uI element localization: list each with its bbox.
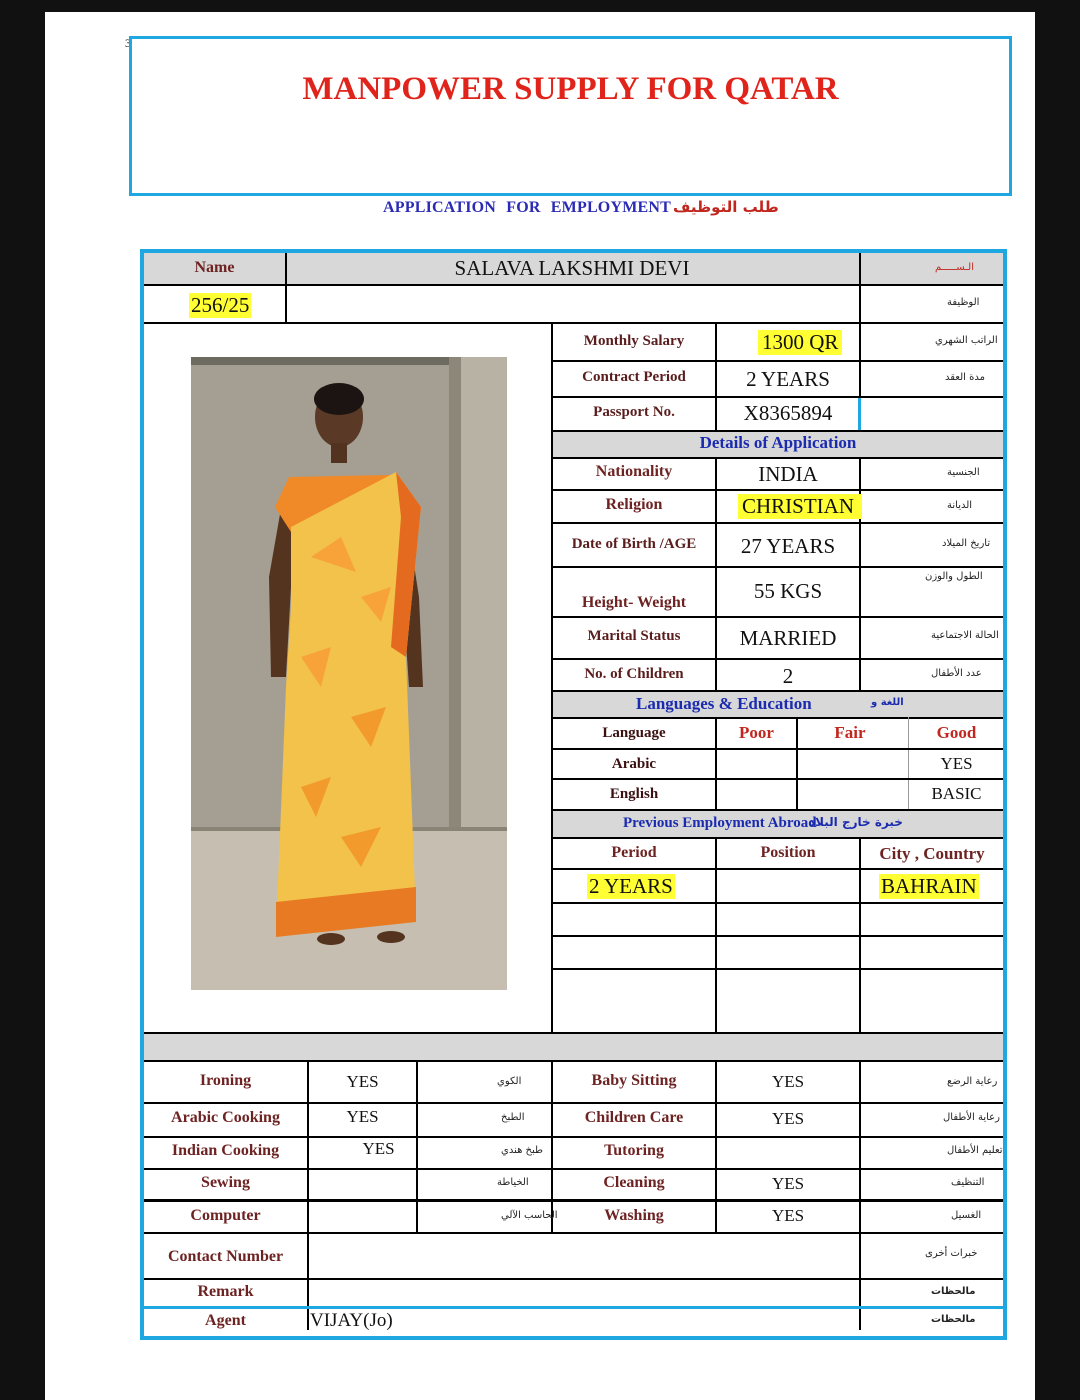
passport-value: X8365894 — [743, 401, 833, 425]
marital-arabic: الحالة الاجتماعية — [931, 630, 999, 641]
skill-tutoring-arabic: تعليم الأطفال — [947, 1145, 1003, 1156]
skill-ironing-label: Ironing — [199, 1072, 252, 1089]
children-arabic: عدد الأطفال — [931, 668, 982, 679]
monthly-salary-value: 1300 QR — [758, 330, 842, 355]
skill-washing-arabic: الغسيل — [951, 1210, 982, 1221]
contract-period-arabic: مدة العقد — [945, 372, 985, 383]
dob-value: 27 YEARS — [740, 534, 836, 558]
application-form-page — [45, 12, 1035, 1400]
arabic-good-value: YES — [940, 754, 973, 773]
corner-mark: 3 — [125, 36, 131, 50]
previous-employment-arabic: خبرة خارج البلاد — [809, 815, 903, 829]
skill-washing-value: YES — [771, 1206, 805, 1225]
dob-label: Date of Birth /AGE — [571, 536, 697, 552]
title-box — [129, 36, 1012, 196]
applicant-photo — [191, 357, 507, 990]
language-column-header: Language — [602, 725, 666, 741]
children-value: 2 — [782, 664, 794, 688]
languages-arabic: اللغة و — [871, 697, 904, 708]
skill-children-care-value: YES — [771, 1109, 805, 1128]
skill-arabic-cooking-value: YES — [346, 1107, 379, 1126]
languages-section-title: Languages & Education — [636, 694, 812, 713]
skill-cleaning-value: YES — [771, 1174, 805, 1193]
salary-arabic: الراتب الشهري — [935, 335, 998, 346]
page-title: MANPOWER SUPPLY FOR QATAR — [302, 71, 839, 107]
skill-baby-sitting-value: YES — [771, 1072, 805, 1091]
language-row-arabic: Arabic — [611, 756, 657, 772]
nationality-label: Nationality — [595, 463, 673, 480]
skill-arabic-cooking-label: Arabic Cooking — [171, 1109, 280, 1126]
skill-indian-cooking-arabic: طبخ هندي — [501, 1145, 543, 1156]
skill-sewing-label: Sewing — [201, 1174, 250, 1191]
skill-tutoring-label: Tutoring — [604, 1142, 664, 1159]
form-subtitle-arabic: طلب التوظيف — [673, 198, 779, 216]
contract-period-label: Contract Period — [582, 369, 686, 385]
remark-label: Remark — [197, 1283, 254, 1300]
name-value: SALAVA LAKSHMI DEVI — [454, 256, 690, 280]
skill-computer-arabic: الحاسب الآلي — [501, 1210, 558, 1221]
nationality-arabic: الجنسية — [947, 467, 980, 478]
children-label: No. of Children — [584, 666, 684, 682]
skills-section-header — [144, 1034, 1003, 1060]
monthly-salary-label: Monthly Salary — [583, 333, 685, 349]
poor-column-header: Poor — [739, 723, 774, 742]
skill-cleaning-label: Cleaning — [603, 1174, 665, 1191]
agent-arabic: مالحظات — [931, 1314, 976, 1325]
skill-baby-sitting-arabic: رعاية الرضع — [947, 1076, 998, 1087]
name-arabic: الـســـــم — [935, 262, 974, 273]
previous-period-value: 2 YEARS — [589, 874, 673, 898]
previous-city-value: BAHRAIN — [881, 874, 977, 898]
skill-ironing-arabic: الكوي — [497, 1076, 522, 1087]
reference-arabic: الوظيفة — [947, 297, 980, 308]
contract-period-value: 2 YEARS — [746, 367, 830, 391]
name-label: Name — [194, 259, 235, 276]
marital-status-value: MARRIED — [739, 626, 837, 650]
language-row-english: English — [609, 786, 659, 802]
contact-arabic: خبرات أخرى — [925, 1248, 978, 1259]
religion-label: Religion — [605, 496, 663, 513]
english-good-value: BASIC — [931, 784, 982, 803]
remark-arabic: مالحظات — [931, 1286, 976, 1297]
skill-computer-label: Computer — [190, 1207, 261, 1224]
skill-children-care-label: Children Care — [584, 1109, 684, 1126]
agent-label: Agent — [205, 1312, 246, 1329]
form-subtitle: APPLICATION FOR EMPLOYMENT — [383, 199, 672, 216]
previous-employment-title: Previous Employment Abroad — [623, 815, 817, 831]
religion-arabic: الديانة — [947, 500, 973, 511]
position-column-header: Position — [760, 844, 816, 861]
skill-cleaning-arabic: التنظيف — [951, 1177, 985, 1188]
skill-indian-cooking-value: YES — [362, 1139, 395, 1158]
skill-washing-label: Washing — [604, 1207, 664, 1224]
period-column-header: Period — [611, 844, 657, 861]
nationality-value: INDIA — [758, 462, 818, 486]
reference-number: 256/25 — [191, 293, 250, 317]
skill-sewing-arabic: الخياطة — [497, 1177, 529, 1188]
skill-arabic-cooking-arabic: الطبخ — [501, 1112, 525, 1123]
height-weight-label: Height- Weight — [581, 594, 687, 611]
marital-status-label: Marital Status — [587, 628, 681, 644]
fair-column-header: Fair — [834, 723, 866, 742]
details-section-title: Details of Application — [699, 433, 857, 452]
skill-ironing-value: YES — [346, 1072, 379, 1091]
skill-indian-cooking-label: Indian Cooking — [171, 1142, 280, 1159]
skill-baby-sitting-label: Baby Sitting — [591, 1072, 677, 1089]
dob-arabic: تاريخ الميلاد — [942, 538, 991, 549]
agent-value: VIJAY(Jo) — [310, 1310, 393, 1331]
height-weight-arabic: الطول والوزن — [925, 571, 983, 582]
city-country-column-header: City , Country — [879, 844, 985, 863]
height-weight-value: 55 KGS — [753, 579, 823, 603]
skill-children-care-arabic: رعاية الأطفال — [943, 1112, 1000, 1123]
religion-value: CHRISTIAN — [738, 494, 862, 519]
good-column-header: Good — [936, 723, 977, 742]
contact-number-label: Contact Number — [167, 1248, 284, 1265]
passport-label: Passport No. — [593, 404, 675, 420]
